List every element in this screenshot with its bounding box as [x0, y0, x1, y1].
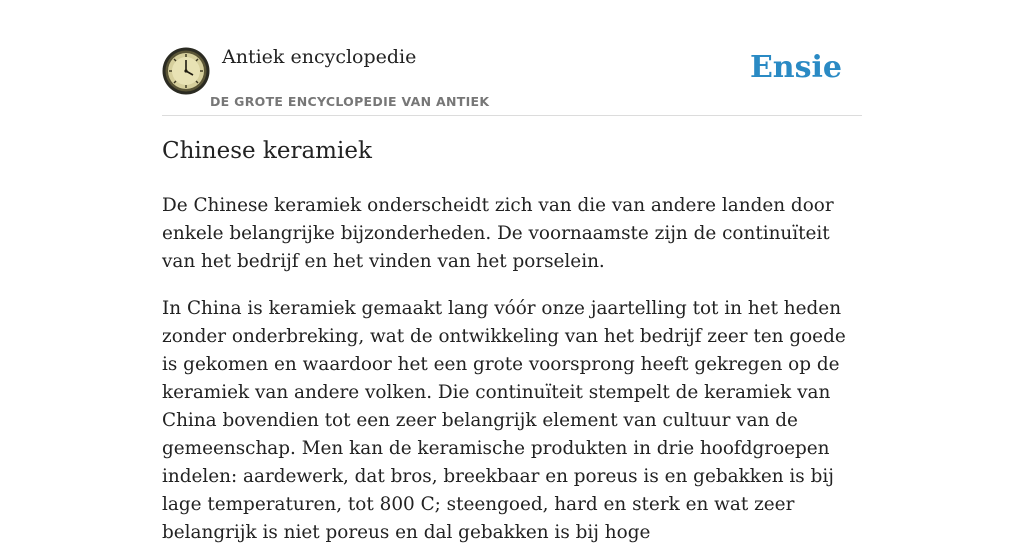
clock-icon[interactable] [162, 47, 210, 95]
article-paragraph-2: In China is keramiek gemaakt lang vóór onze jaartelling tot in het heden zonder onderbreking, wat de ontwikkeling van het bedrijf zeer ten goede is gekomen en waardoor het een grote voorsprong heeft gekregen op de keramiek van andere volken. Die continuïteit stempelt de keramiek van China bovendien tot een zeer belangrijk element van cultuur van de gemeenschap. Men kan de keramische produkten in drie hoofdgroepen indelen: aardewerk, dat bros, breekbaar en poreus is en gebakken is bij lage temperaturen, tot 800 C; steengoed, hard en sterk en wat zeer belangrijk is niet poreus en dal gebakken is bij hoge [162, 298, 846, 543]
site-header [162, 44, 862, 116]
article-title: Chinese keramiek [162, 138, 372, 164]
ensie-logo-link[interactable]: Ensie [749, 50, 842, 85]
site-name[interactable]: Antiek encyclopedie [222, 46, 417, 68]
article-paragraph-1: De Chinese keramiek onderscheidt zich van die van andere landen door enkele belangrijke bijzonderheden. De voornaamste zijn de continuïteit van het bedrijf en het vinden van het porselein. [162, 195, 834, 272]
site-tagline: DE GROTE ENCYCLOPEDIE VAN ANTIEK [210, 94, 490, 109]
